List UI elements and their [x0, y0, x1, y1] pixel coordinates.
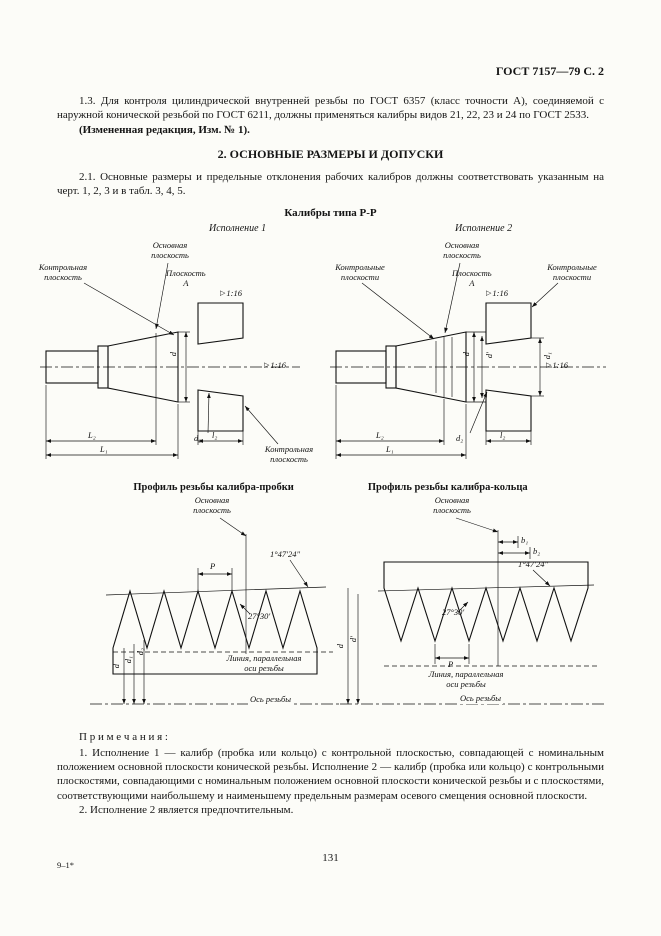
dim-l2-label-1: l₂ [212, 430, 218, 441]
base-plane-label-ring: Основная плоскость [433, 495, 471, 515]
leaders-2 [362, 263, 558, 433]
taper-label-1b [264, 361, 286, 370]
taper-angle-label-plug: 1°47'24" [270, 549, 301, 560]
profile-drawing [28, 496, 628, 722]
notes-block [57, 730, 604, 817]
taper-value: 1:16 [552, 360, 568, 371]
dim-d2-label-1: d₂ [194, 433, 202, 444]
plane-a-label-1 [166, 269, 206, 287]
figure1-caption: Калибры типа Р-Р [284, 207, 377, 220]
control-plane-label-1b: Контрольная плоскость [264, 444, 314, 464]
dim-d-label-2: d [461, 352, 471, 357]
dim-b2-label-ring: b₂ [533, 546, 541, 557]
taper-label-2b [546, 361, 568, 370]
taper-value: 1:16 [492, 288, 508, 299]
plane-a-letter: А [183, 277, 189, 288]
plug-gauge-1 [40, 332, 300, 402]
base-plane-label-2: Основная плоскость [443, 240, 481, 260]
dim-d-prime-label-2: d' [484, 352, 494, 359]
parallel-line-label-plug: Линия, параллельная оси резьбы [222, 654, 306, 672]
amendment-note: (Измененная редакция, Изм. № 1). [79, 123, 250, 136]
plug-profile-caption: Профиль резьбы калибра-пробки [133, 482, 294, 494]
dim-d1-label-plug: d₁ [123, 656, 133, 664]
profile-captions [57, 482, 604, 493]
ring-profile-caption: Профиль резьбы калибра-кольца [367, 482, 528, 494]
variant-2-label: Исполнение 2 [455, 223, 513, 235]
dim-L1-label-1: L₁ [100, 444, 108, 455]
doc-header: ГОСТ 7157—79 С. 2 [495, 64, 604, 78]
variant-1-label: Исполнение 1 [209, 223, 267, 235]
flank-angle-label-ring: 27°30' [442, 607, 465, 618]
note-1: 1. Исполнение 1 — калибр (пробка или кольцо) с контрольной плоскостью, совпадающей с номинальным положением основной плоскости конической резьбы. Исполнение 2 — калибр (пробка или кольцо) с контрольными плоскостями, совпадающими с номинальным положением основной плоскости конической резьбы и с плоскостями, соответствующими наибольшему и наименьшему предельным размерам осевого смещения основной плоскости. [57, 746, 604, 802]
axis-label-ring: Ось резьбы [460, 693, 502, 704]
taper-value: 1:16 [226, 288, 242, 299]
control-planes-label-2b: Контрольные плоскости [547, 262, 597, 282]
taper-label-1a [220, 289, 242, 298]
dim-L1-label-2: L₁ [386, 444, 394, 455]
taper-value: 1:16 [270, 360, 286, 371]
paragraph-2-1: 2.1. Основные размеры и предельные отклонения рабочих калибров должны соответствовать указанным на черт. 1, 2, 3 и в табл. 3, 4, 5. [57, 170, 604, 198]
pitch-label-ring: P [448, 659, 454, 670]
dim-d-label-plug: d [111, 664, 121, 669]
note-2: 2. Исполнение 2 является предпочтительным. [79, 803, 294, 816]
dim-b1-label-ring: b₁ [521, 535, 529, 546]
variant-row [57, 223, 604, 237]
plane-a-word: Плоскость [452, 268, 492, 279]
leaders-1 [84, 263, 278, 444]
dim-d-label-ring: d [335, 644, 345, 649]
content [38, 94, 604, 817]
taper-label-2a [486, 289, 508, 298]
dim-d1-label-2: d₁ [542, 352, 552, 360]
base-plane-label-plug: Основная плоскость [193, 495, 231, 515]
dim-l2-label-2: l₂ [500, 430, 506, 441]
plane-a-label-2 [452, 269, 492, 287]
taper-triangle-icon: ▷ [546, 361, 552, 370]
taper-angle-label-ring: 1°47'24" [518, 559, 549, 570]
paragraph-1-3: 1.3. Для контроля цилиндрической внутренней резьбы по ГОСТ 6357 (класс точности А), соединяемой с наружной конической резьбой по ГОСТ 6211, должны применяться калибры видов 21, 22, 23 и 24 по ГОСТ 2533. [57, 95, 604, 122]
taper-triangle-icon: ▷ [264, 361, 270, 370]
dim-d2-label-2: d₂ [456, 433, 464, 444]
footer-signature: 9–1* [57, 860, 74, 870]
pitch-label-plug: P [210, 561, 216, 572]
taper-triangle-icon: ▷ [486, 289, 492, 298]
assembly-drawing [28, 239, 628, 477]
base-plane-label-1: Основная плоскость [151, 240, 189, 260]
taper-triangle-icon: ▷ [220, 289, 226, 298]
dim-L2-label-1: L₂ [88, 430, 96, 441]
flank-angle-label-plug: 27°30' [248, 611, 271, 622]
plane-a-word: Плоскость [166, 268, 206, 279]
parallel-line-label-ring: Линия, параллельная оси резьбы [424, 670, 508, 688]
notes-heading: П р и м е ч а н и я : [79, 731, 168, 744]
profile-drawing-svg [28, 496, 628, 722]
plug-profile [90, 518, 340, 704]
page-number: 131 [322, 852, 339, 864]
dim-d2-label-plug: d₂ [135, 648, 145, 656]
dim-L2-label-2: L₂ [376, 430, 384, 441]
control-planes-label-2a: Контрольные плоскости [335, 262, 385, 282]
dim-d-prime-label-ring: d' [348, 636, 358, 643]
plane-a-letter: А [469, 277, 475, 288]
section-title: 2. ОСНОВНЫЕ РАЗМЕРЫ И ДОПУСКИ [217, 146, 444, 161]
axis-label-plug: Ось резьбы [250, 694, 292, 705]
dim-d-label-1: d [168, 352, 178, 357]
control-plane-label-1: Контрольная плоскость [38, 262, 88, 282]
